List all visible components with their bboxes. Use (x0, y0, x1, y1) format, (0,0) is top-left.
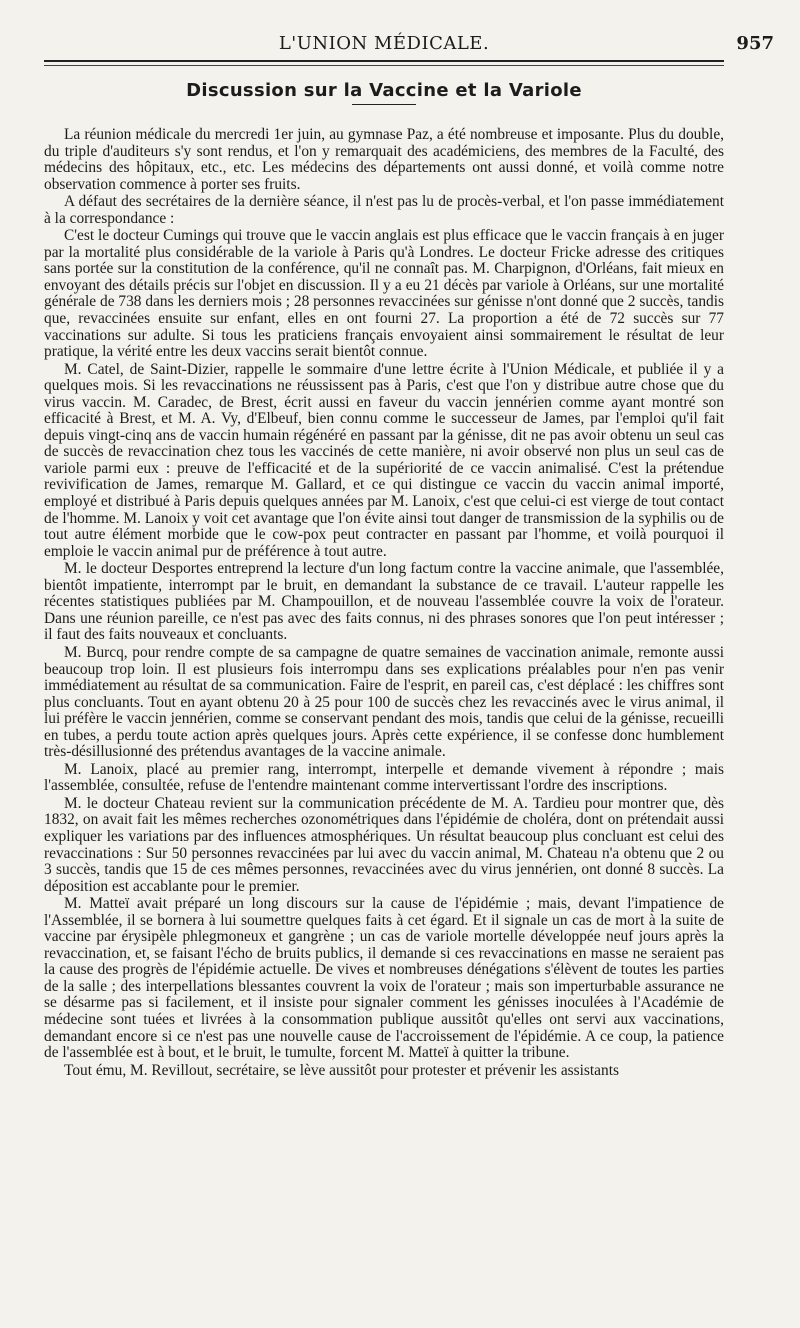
paragraph-10: Tout ému, M. Revillout, secrétaire, se lève aussitôt pour protester et prévenir les assistants (64, 1061, 619, 1079)
paragraph-9: M. Matteï avait préparé un long discours sur la cause de l'épidémie ; mais, devant l'impatience de l'Assemblée, il se bornera à lui soumettre quelques faits à cet égard. Et il signale un cas de mort à la suite de vaccine par érysipèle phlegmoneux et gangrène ; un cas de variole mortelle développée neuf jours après la revaccination, et, se faisant l'écho de bruits publics, il demande si ces revaccinations en masse ne seraient pas la cause des progrès de l'épidémie actuelle. De vives et nombreuses dénégations s'élèvent de toutes les parties de la salle ; des interpellations blessantes couvrent la voix de l'orateur ; mais son imperturbable assurance ne se désarme pas si facilement, et il insiste pour signaler comment les génisses inoculées à l'Académie de médecine sont tuées et livrées à la consommation publique aussitôt qu'elles ont servi aux vaccinations, demandant encore si ce n'est pas une nouvelle cause de l'accroissement de l'épidémie. A ce coup, la patience de l'assemblée est à bout, et le bruit, le tumulte, forcent M. Matteï à quitter la tribune. (44, 895, 724, 1062)
paragraph-7: M. Lanoix, placé au premier rang, interrompt, interpelle et demande vivement à répondre ; mais l'assemblée, consultée, refuse de l'entendre maintenant comme intervertissant l'ordre des inscriptions. (44, 760, 724, 795)
header-rule (44, 60, 724, 62)
paragraph-4: M. Catel, de Saint-Dizier, rappelle le sommaire d'une lettre écrite à l'Union Médicale, et publiée il y a quelques mois. Si les revaccinations ne réussissent pas à Paris, c'est que l'on y distribue autre chose que du virus vaccin. M. Caradec, de Brest, écrit aussi en faveur du vaccin jennérien comme ayant montré son efficacité à Brest, et M. A. Vy, d'Elbeuf, bien connu comme le successeur de James, par l'emploi qu'il fait depuis vingt-cinq ans de vaccin humain régénéré en passant par la génisse, dit ne pas avoir obtenu un seul cas de succès de revaccination chez tous les vaccinés de cette manière, ni avoir observé non plus un seul cas de variole parmi eux : preuve de l'efficacité et de la supériorité de ce vaccin animalisé. C'est la prétendue revivification de James, remarque M. Gallard, et ce qui distingue ce vaccin du vaccin animal importé, employé et distribué à Paris depuis quelques années par M. Lanoix, c'est que celui-ci est vierge de tout contact de l'homme. M. Lanoix y voit cet avantage que l'on évite ainsi tout danger de transmission de la syphilis ou de tout autre élément morbide que le cow-pox peut contracter en passant par l'homme, et voilà pourquoi il emploie le vaccin animal pur de préférence à tout autre. (44, 360, 724, 560)
paragraph-2: A défaut des secrétaires de la dernière séance, il n'est pas lu de procès-verbal, et l'on passe immédiatement à la correspondance : (44, 193, 724, 227)
paragraph-3: C'est le docteur Cumings qui trouve que le vaccin anglais est plus efficace que le vaccin français à en juger par la mortalité plus considérable de la variole à Paris qu'à Londres. Le docteur Fricke adresse des critiques sans portée sur la constitution de la conférence, qu'il ne connaît pas. M. Charpignon, d'Orléans, fait mieux en envoyant des détails précis sur l'objet en discussion. Il y a eu 21 décès par variole à Orléans, sur une mortalité générale de 738 dans les derniers mois ; 28 personnes revaccinées sur génisse n'ont donné que 2 succès, tandis que, revaccinées ensuite sur enfant, elles en ont fourni 27. La proportion a été de 72 succès sur 77 vaccinations sur adulte. Si tous les praticiens français envoyaient ainsi sommairement le résultat de leur pratique, la vérité entre les deux vaccins serait bientôt connue. (44, 227, 724, 361)
journal-title: L'UNION MÉDICALE. (278, 33, 490, 54)
running-head (44, 20, 774, 54)
paragraph-5: M. le docteur Desportes entreprend la lecture d'un long factum contre la vaccine animale, que l'assemblée, bientôt impatiente, interrompt par le bruit, en demandant la substance de ce travail. L'auteur rappelle les récentes statistiques publiées par M. Champouillon, et de nouveau l'assemblée couvre la voix de l'orateur. Dans une réunion pareille, ce n'est pas avec des faits connus, ni des phrases sonores que l'on peut intéresser ; il faut des faits nouveaux et concluants. (44, 560, 724, 644)
header-rule-thin (44, 65, 724, 66)
title-rule (352, 104, 416, 105)
article-title: Discussion sur la Vaccine et la Variole (186, 80, 582, 101)
page-number: 957 (736, 33, 774, 54)
paragraph-8: M. le docteur Chateau revient sur la communication précédente de M. A. Tardieu pour montrer que, dès 1832, on avait fait les mêmes recherches ozonométriques dans l'épidémie de choléra, dont on prétendait aussi expliquer les variations par des influences atmosphériques. Un résultat beaucoup plus concluant est celui des revaccinations : Sur 50 personnes revaccinées par lui avec du vaccin animal, M. Chateau n'a obtenu que 2 ou 3 succès, tandis que 15 de ces mêmes personnes, revaccinées avec du virus jennérien, ont donné 8 succès. La déposition est accablante pour le premier. (44, 794, 724, 895)
paragraph-6: M. Burcq, pour rendre compte de sa campagne de quatre semaines de vaccination animale, remonte aussi beaucoup trop loin. Il est plusieurs fois interrompu dans ses explications préalables pour n'en pas venir immédiatement au résultat de sa communication. Faire de l'esprit, en pareil cas, c'est déplacé : les chiffres sont plus concluants. Tout en ayant obtenu 20 à 25 pour 100 de succès chez les revaccinés avec le virus animal, il lui préfère le vaccin jennérien, comme se conservant pendant des mois, tandis que celui de la génisse, recueilli en tubes, a perdu toute action après quelques jours. Après cette expérience, il se confesse donc humblement très-désillusionné des prétendus avantages de la vaccine animale. (44, 643, 724, 761)
article-body (44, 127, 724, 1079)
paragraph-1: La réunion médicale du mercredi 1er juin, au gymnase Paz, a été nombreuse et imposante. Plus du double, du triple d'auditeurs s'y sont rendus, et l'on y remarquait des académiciens, des membres de la Faculté, des médecins des hôpitaux, etc., etc. Les médecins des départements ont aussi donné, et voilà comme notre observation commence à porter ses fruits. (44, 126, 724, 193)
